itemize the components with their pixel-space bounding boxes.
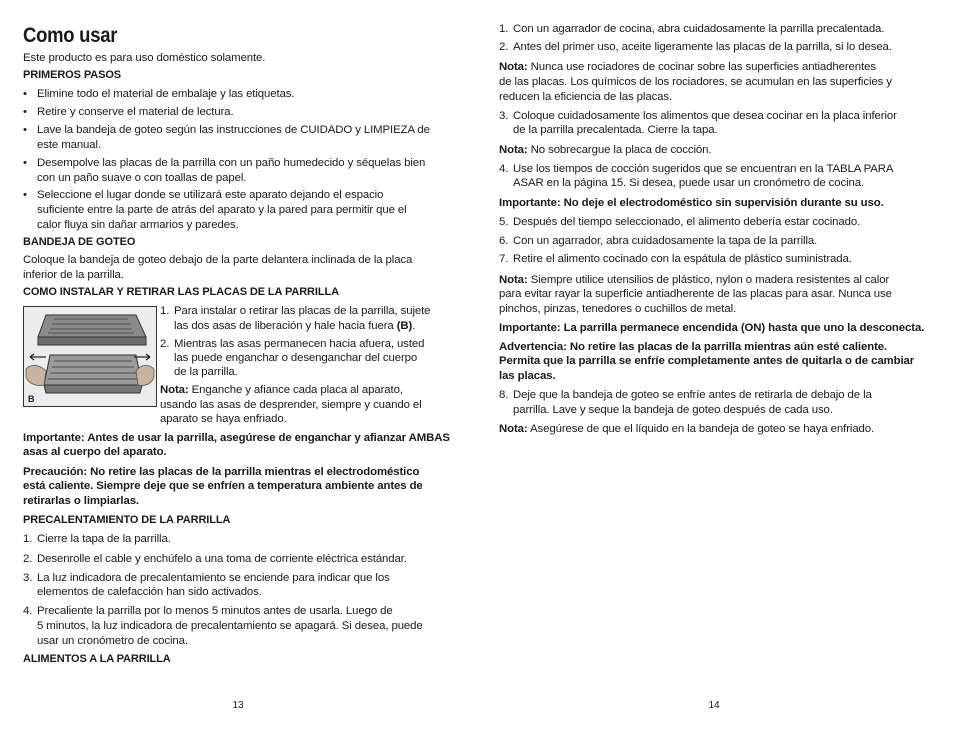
heading-alimentos: ALIMENTOS A LA PARRILLA xyxy=(23,653,171,665)
advertencia-text: Advertencia: No retire las placas de la parrilla mientras aún esté caliente. xyxy=(499,341,888,353)
importante-text: Importante: Antes de usar la parrilla, asegúrese de enganchar y afianzar AMBAS xyxy=(23,432,450,444)
nota-text: Nota: Nunca use rociadores de cocinar sobre las superficies antiadherentes xyxy=(499,61,876,73)
intro-text: Este producto es para uso doméstico solamente. xyxy=(23,52,266,64)
grill-plate-figure xyxy=(23,306,157,407)
page-title: Como usar xyxy=(23,24,118,47)
page-number: 14 xyxy=(708,700,720,711)
bullet-icon: • xyxy=(23,88,27,100)
heading-bandeja-de-goteo: BANDEJA DE GOTEO xyxy=(23,236,136,248)
figure-label: B xyxy=(28,394,35,404)
precaucion-text: Precaución: No retire las placas de la parrilla mientras el electrodoméstico xyxy=(23,466,420,478)
importante-text: Importante: No deje el electrodoméstico sin supervisión durante su uso. xyxy=(499,197,884,209)
bullet-icon: • xyxy=(23,106,27,118)
nota-text: Nota: Siempre utilice utensilios de plástico, nylon o madera resistentes al calor xyxy=(499,274,890,286)
bullet-icon: • xyxy=(23,157,27,169)
nota-text: Nota: Asegúrese de que el líquido en la bandeja de goteo se haya enfriado. xyxy=(499,423,875,435)
nota-text: Nota: No sobrecargue la placa de cocción. xyxy=(499,144,712,156)
heading-primeros-pasos: PRIMEROS PASOS xyxy=(23,69,122,81)
bullet-icon: • xyxy=(23,189,27,201)
nota-text: Nota: Enganche y afiance cada placa al aparato, xyxy=(160,384,403,396)
importante-text: Importante: La parrilla permanece encendida (ON) hasta que uno la desconecta. xyxy=(499,322,925,334)
page-number: 13 xyxy=(232,700,244,711)
heading-precalentamiento: PRECALENTAMIENTO DE LA PARRILLA xyxy=(23,514,231,526)
bullet-icon: • xyxy=(23,124,27,136)
heading-instalar-placas: COMO INSTALAR Y RETIRAR LAS PLACAS DE LA PARRILLA xyxy=(23,286,339,298)
bandeja-text: Coloque la bandeja de goteo debajo de la parte delantera inclinada de la placa xyxy=(23,254,413,266)
